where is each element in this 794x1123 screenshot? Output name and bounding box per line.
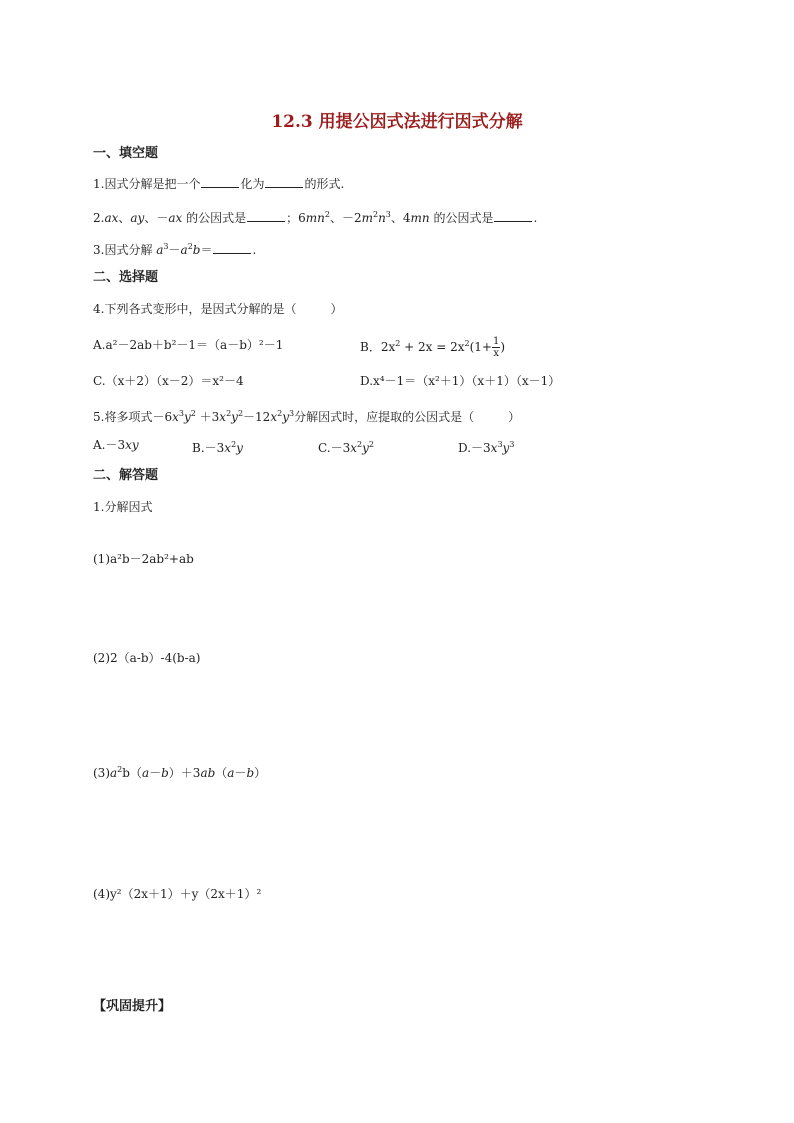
fraction: $\frac{1}{x}$: [492, 336, 500, 359]
q3-seg: a: [180, 243, 188, 257]
section-choice: 二、选择题: [93, 270, 159, 285]
q4-stem-text: 4.下列各式变形中，是因式分解的是（: [93, 302, 297, 316]
p3-seg: ）＋3: [168, 766, 201, 780]
q2-seg: 的公因式是: [182, 211, 247, 225]
p3-seg: b: [246, 766, 255, 780]
p3-seg: ab: [200, 766, 216, 780]
q5-seg: ）: [508, 410, 521, 424]
question-4-stem: [93, 301, 342, 317]
q2-seg: ay: [130, 211, 145, 225]
problem-1: (1)a²b－2ab²+ab: [93, 552, 194, 566]
p3-seg: (3): [93, 766, 110, 780]
q3-seg: b: [192, 243, 201, 257]
q5-seg: 分解因式时，应提取的公因式是（: [294, 410, 475, 424]
section-consolidate: 【巩固提升】: [93, 999, 172, 1014]
q2-seg: n: [378, 211, 386, 225]
problem-2: (2)2（a-b）-4(b-a): [93, 651, 201, 665]
p3-seg: －: [234, 766, 247, 780]
q4-option-d[interactable]: D.x⁴－1＝（x²＋1）（x＋1）（x－1）: [360, 374, 561, 388]
p3-seg: a: [141, 766, 150, 780]
q3-seg: .: [252, 243, 257, 257]
q1-part-c: 的形式.: [304, 177, 345, 191]
q5-seg: －12: [243, 410, 271, 424]
q2-seg: mn: [305, 211, 325, 225]
section-answer: 二、解答题: [93, 468, 159, 483]
q5-option-a[interactable]: A.－3xy: [93, 438, 139, 452]
q2-seg: ；6: [286, 211, 306, 225]
q5-seg: 5.将多项式－6: [93, 410, 173, 424]
q3-seg: ＝: [200, 243, 213, 257]
q5-option-b[interactable]: $B.-3x^2y$: [192, 440, 243, 455]
problem-3: $(3)a^2b(a-b)+3ab(a-b)$: [93, 765, 267, 780]
q2-seg: .: [533, 211, 538, 225]
q2-seg: 2.: [93, 211, 105, 225]
q5-option-c[interactable]: $C.-3x^2y^2$: [318, 440, 374, 455]
q1-part-a: 1.因式分解是把一个: [93, 177, 201, 191]
section-fill-blank: 一、填空题: [93, 146, 159, 161]
q4-close: ）: [330, 302, 343, 316]
q5-seg: y: [231, 410, 238, 424]
p3-seg: a: [227, 766, 235, 780]
q5-seg: x: [219, 410, 227, 424]
question-1: [93, 176, 344, 192]
question-2: 2.ax、ay、－ax 的公因式是 ；$6mn^2$、$-2m^2n^3$、4mn 的公因式是 .: [93, 210, 538, 225]
answer-blank[interactable]: [247, 210, 285, 222]
answer-blank[interactable]: [265, 176, 303, 188]
question-3: 3.因式分解 $a^3-a^2b=$ .: [93, 242, 257, 257]
answer-blank[interactable]: [494, 210, 532, 222]
q3-seg: 3.因式分解: [93, 243, 157, 257]
problem-4: (4)y²（2x＋1）＋y（2x＋1）²: [93, 887, 262, 901]
q2-seg: 、: [118, 211, 131, 225]
q2-seg: 的公因式是: [429, 211, 494, 225]
page-title: 12.3 用提公因式法进行因式分解: [271, 112, 523, 132]
q4-option-c[interactable]: C.（x＋2）（x－2）＝x²－4: [93, 374, 244, 388]
p3-seg: b: [161, 766, 169, 780]
q5-seg: y: [183, 410, 191, 424]
answer-blank[interactable]: [201, 176, 239, 188]
q5-seg: x: [172, 410, 179, 424]
p3-seg: ）: [254, 766, 267, 780]
q2-seg: 、－: [144, 211, 169, 225]
q2-seg: 、4: [390, 211, 411, 225]
q4b-seg: + 2x = 2x: [400, 340, 465, 354]
q2-seg: ax: [104, 211, 119, 225]
subheading-factor: 1.分解因式: [93, 500, 153, 514]
q5-seg: ＋3: [195, 410, 220, 424]
q5-option-d[interactable]: $D.-3x^3y^3$: [458, 440, 515, 455]
q4-option-b[interactable]: B．$2x^2 + 2x = 2x^2(1+$ $\frac{1}{x}$ ): [360, 336, 506, 359]
p3-seg: a: [110, 766, 118, 780]
q2-seg: m: [361, 211, 373, 225]
q3-seg: a: [156, 243, 164, 257]
q5-seg: x: [270, 410, 278, 424]
q2-seg: mn: [410, 211, 430, 225]
q2-seg: 、－2: [329, 211, 362, 225]
q3-seg: －: [168, 243, 181, 257]
q4b-seg: (1+: [469, 340, 492, 354]
q2-seg: ax: [168, 211, 183, 225]
q4-option-a[interactable]: A.a²－2ab＋b²－1＝（a－b）²－1: [93, 338, 284, 352]
p3-seg: －: [149, 766, 162, 780]
q1-part-b: 化为: [240, 177, 265, 191]
p3-seg: b（: [122, 766, 142, 780]
q5-seg: y: [282, 410, 289, 424]
q4b-seg: B．2x: [360, 340, 396, 354]
question-5-stem: 5.将多项式$-6x^3y^2 +3x^2y^2-12x^2y^3$分解因式时，应提取的公因式是（ ）: [93, 409, 521, 424]
p3-seg: （: [215, 766, 228, 780]
answer-blank[interactable]: [213, 242, 251, 254]
q4b-seg: ): [500, 340, 506, 354]
